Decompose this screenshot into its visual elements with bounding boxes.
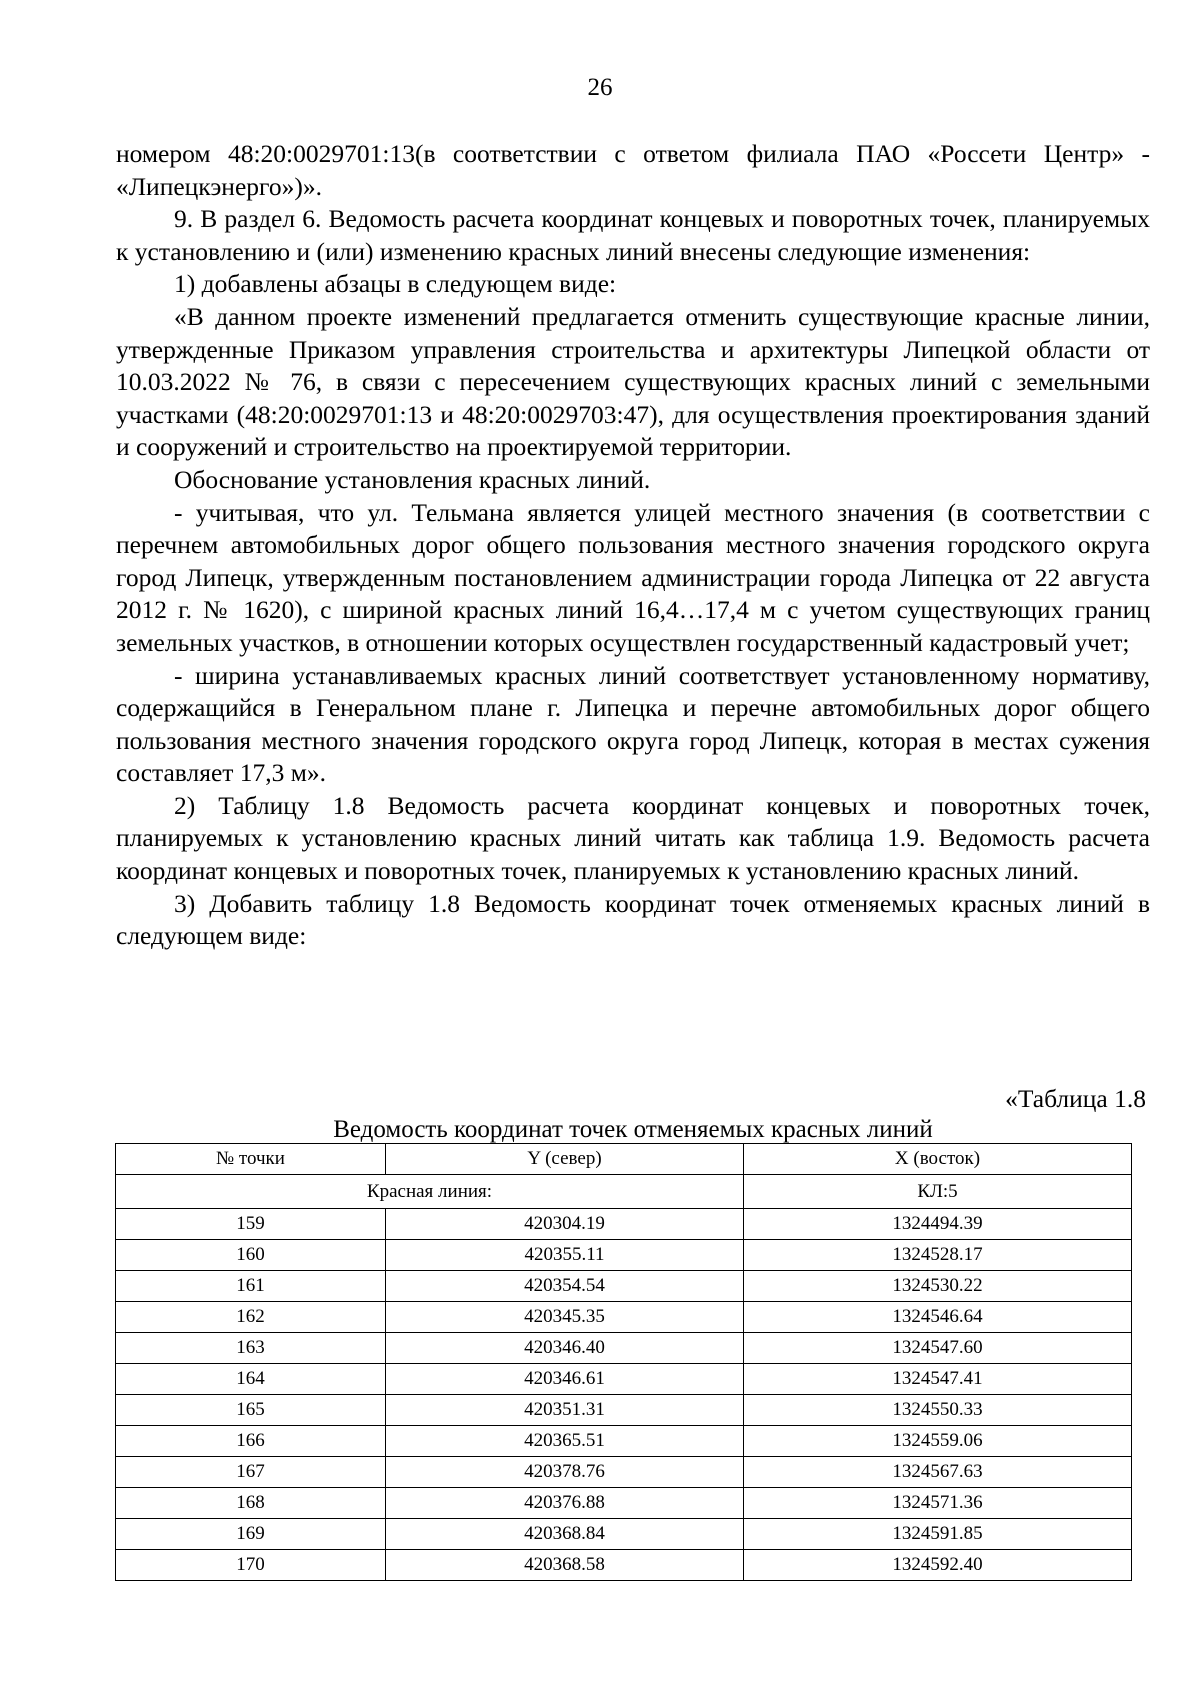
table-row: [116, 1395, 1132, 1426]
table-row: [116, 1488, 1132, 1519]
cell-point-number: 168: [116, 1488, 386, 1519]
cell-y-north: 420304.19: [386, 1209, 744, 1240]
cell-x-east: 1324547.60: [744, 1333, 1132, 1364]
table-row: [116, 1550, 1132, 1581]
table-header-row: [116, 1144, 1132, 1175]
cell-point-number: 163: [116, 1333, 386, 1364]
cell-point-number: 166: [116, 1426, 386, 1457]
table-row: [116, 1426, 1132, 1457]
cell-y-north: 420355.11: [386, 1240, 744, 1271]
paragraph: - ширина устанавливаемых красных линий соответствует установленному нормативу, содержащийся в Генеральном плане г. Липецка и перечне автомобильных дорог общего пользования местного значения городского округа город Липецк, которая в местах сужения составляет 17,3 м».: [116, 660, 1150, 788]
table-row: [116, 1457, 1132, 1488]
paragraph: 3) Добавить таблицу 1.8 Ведомость координат точек отменяемых красных линий в следующем виде:: [116, 888, 1150, 951]
table-row: [116, 1364, 1132, 1395]
cell-y-north: 420354.54: [386, 1271, 744, 1302]
cell-x-east: 1324530.22: [744, 1271, 1132, 1302]
header-y-north: Y (север): [386, 1144, 744, 1175]
section-row: [116, 1175, 1132, 1209]
cell-point-number: 159: [116, 1209, 386, 1240]
cell-x-east: 1324494.39: [744, 1209, 1132, 1240]
cell-point-number: 160: [116, 1240, 386, 1271]
cell-y-north: 420365.51: [386, 1426, 744, 1457]
cell-point-number: 165: [116, 1395, 386, 1426]
paragraph: Обоснование установления красных линий.: [174, 464, 651, 494]
cell-x-east: 1324559.06: [744, 1426, 1132, 1457]
cell-point-number: 167: [116, 1457, 386, 1488]
paragraph: - учитывая, что ул. Тельмана является улицей местного значения (в соответствии с перечнем автомобильных дорог общего пользования местного значения городского округа город Липецк, утвержденным постановлением администрации города Липецка от 22 августа 2012 г. № 1620), с шириной красных линий 16,4…17,4 м с учетом существующих границ земельных участков, в отношении которых осуществлен государственный кадастровый учет;: [116, 497, 1150, 657]
cell-y-north: 420368.84: [386, 1519, 744, 1550]
table-row: [116, 1240, 1132, 1271]
page-number: 26: [587, 74, 613, 101]
paragraph: 9. В раздел 6. Ведомость расчета координат концевых и поворотных точек, планируемых к установлению и (или) изменению красных линий внесены следующие изменения:: [116, 204, 1150, 266]
cell-point-number: 169: [116, 1519, 386, 1550]
cell-point-number: 164: [116, 1364, 386, 1395]
cell-x-east: 1324567.63: [744, 1457, 1132, 1488]
cell-x-east: 1324528.17: [744, 1240, 1132, 1271]
table-row: [116, 1333, 1132, 1364]
cell-y-north: 420346.61: [386, 1364, 744, 1395]
cell-x-east: 1324592.40: [744, 1550, 1132, 1581]
paragraph: 2) Таблицу 1.8 Ведомость расчета координат концевых и поворотных точек, планируемых к установлению красных линий читать как таблица 1.9. Ведомость расчета координат концевых и поворотных точек, планируемых к установлению красных линий.: [116, 790, 1150, 886]
cell-x-east: 1324591.85: [744, 1519, 1132, 1550]
cell-x-east: 1324550.33: [744, 1395, 1132, 1426]
body-text: [116, 138, 1150, 953]
coordinates-table: [115, 1143, 1132, 1581]
table-row: [116, 1209, 1132, 1240]
table-row: [116, 1271, 1132, 1302]
cell-x-east: 1324546.64: [744, 1302, 1132, 1333]
cell-y-north: 420351.31: [386, 1395, 744, 1426]
table-row: [116, 1519, 1132, 1550]
paragraph: номером 48:20:0029701:13(в соответствии с ответом филиала ПАО «Россети Центр» - «Липецкэнерго»)».: [116, 139, 1150, 201]
cell-x-east: 1324571.36: [744, 1488, 1132, 1519]
cell-point-number: 162: [116, 1302, 386, 1333]
cell-point-number: 161: [116, 1271, 386, 1302]
header-point-number: № точки: [116, 1144, 386, 1175]
paragraph: «В данном проекте изменений предлагается отменить существующие красные линии, утвержденные Приказом управления строительства и архитектуры Липецкой области от 10.03.2022 № 76, в связи с пересечением существующих красных линий с земельными участками (48:20:0029701:13 и 48:20:0029703:47), для осуществления проектирования зданий и сооружений и строительство на проектируемой территории.: [116, 301, 1150, 462]
table-row: [116, 1302, 1132, 1333]
cell-x-east: 1324547.41: [744, 1364, 1132, 1395]
section-label: Красная линия:: [116, 1175, 744, 1209]
header-x-east: X (восток): [744, 1144, 1132, 1175]
cell-y-north: 420378.76: [386, 1457, 744, 1488]
table-label: «Таблица 1.8: [1005, 1084, 1146, 1113]
cell-y-north: 420346.40: [386, 1333, 744, 1364]
cell-y-north: 420376.88: [386, 1488, 744, 1519]
paragraph: 1) добавлены абзацы в следующем виде:: [174, 269, 617, 299]
section-value: КЛ:5: [744, 1175, 1132, 1209]
cell-point-number: 170: [116, 1550, 386, 1581]
cell-y-north: 420368.58: [386, 1550, 744, 1581]
table-title: Ведомость координат точек отменяемых красных линий: [333, 1116, 933, 1143]
cell-y-north: 420345.35: [386, 1302, 744, 1333]
